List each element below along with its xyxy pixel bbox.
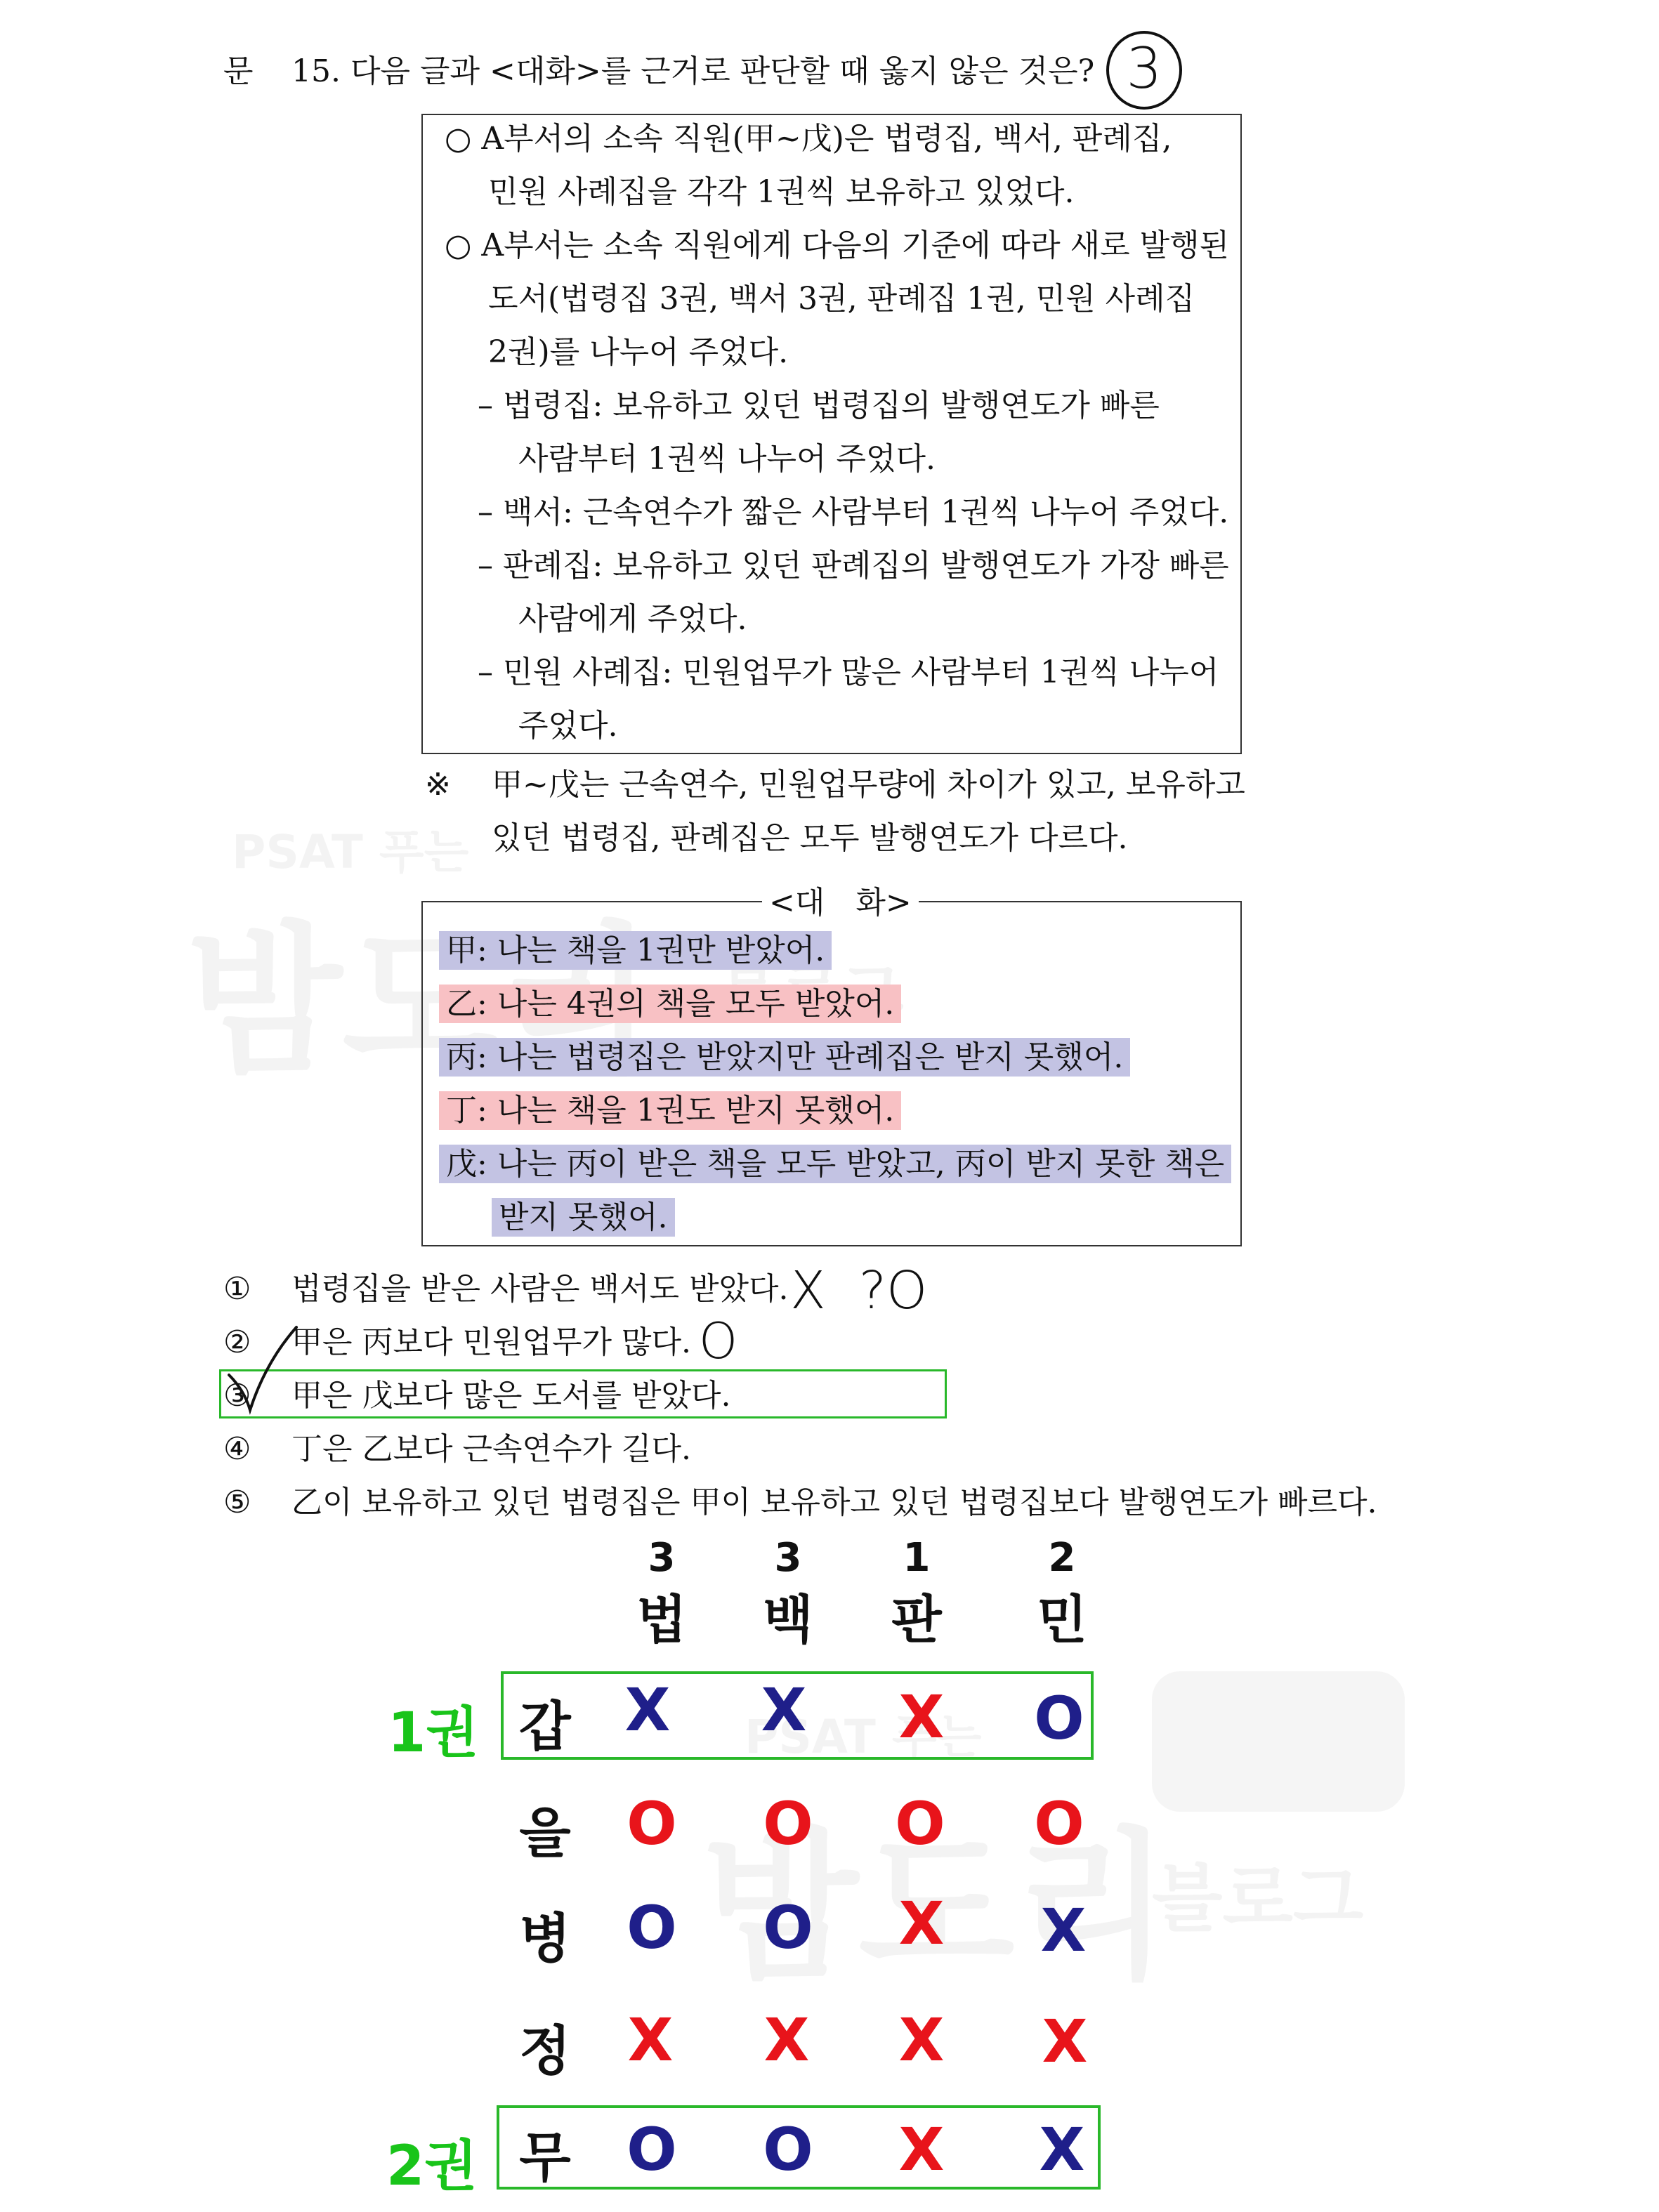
mark-mu-min: X [1039, 2115, 1085, 2184]
header-beop: 법 [636, 1590, 687, 1650]
row-label-mu: 무 [519, 2126, 571, 2189]
passage-bullet2-line3: 2권)를 나누어 주었다. [488, 334, 789, 370]
passage-bullet1-line1: ○ A부서의 소속 직원(甲~戊)은 법령집, 백서, 판례집, [445, 121, 1172, 157]
question-prefix: 문 [223, 53, 254, 89]
passage-bullet2-line2: 도서(법령집 3권, 백서 3권, 판례집 1권, 민원 사례집 [488, 281, 1195, 317]
mark-byeong-baek: O [763, 1893, 813, 1962]
dialogue-line-byeong [439, 1031, 1130, 1084]
mark-gap-beop: X [624, 1676, 671, 1744]
dialogue-eul: 乙: 나는 4권의 책을 모두 받았어. [439, 985, 901, 1023]
mark-eul-min: O [1034, 1789, 1084, 1858]
mark-eul-pan: O [895, 1789, 945, 1858]
dialogue-line-mu [439, 1138, 1231, 1191]
count-min: 2 [1048, 1535, 1076, 1581]
passage-dash3-line1: – 판례집: 보유하고 있던 판례집의 발행연도가 가장 빠른 [478, 548, 1229, 584]
passage-dash1-line1: – 법령집: 보유하고 있던 법령집의 발행연도가 빠른 [478, 388, 1160, 423]
watermark-speech-bubble [1152, 1671, 1405, 1812]
choice-2-num: ② [223, 1324, 251, 1360]
note-line2: 있던 법령집, 판례집은 모두 발행연도가 다르다. [492, 820, 1128, 856]
dialogue-title: <대 화> [762, 876, 919, 930]
header-pan: 판 [891, 1590, 942, 1650]
side-label-1: 1권 [388, 1701, 479, 1765]
mark-mu-baek: O [763, 2115, 813, 2184]
choice-1-annotation: X ?O [790, 1260, 928, 1321]
choice-3-num: ③ [223, 1378, 251, 1414]
mark-mu-pan: X [898, 2115, 945, 2184]
mark-jeong-baek: X [763, 2006, 810, 2074]
mark-byeong-min: X [1040, 1896, 1087, 1965]
mark-jeong-pan: X [898, 2006, 945, 2074]
passage-bullet2-line1: ○ A부서는 소속 직원에게 다음의 기준에 따라 새로 발행된 [445, 228, 1230, 263]
choice-3-text: 甲은 戊보다 많은 도서를 받았다. [291, 1378, 731, 1414]
dialogue-line-gap [439, 924, 832, 977]
header-baek: 백 [763, 1590, 813, 1650]
dialogue-line-mu-cont [492, 1191, 675, 1244]
row-label-eul: 을 [519, 1802, 571, 1864]
row-label-gap: 갑 [519, 1695, 571, 1758]
dialogue-jeong: 丁: 나는 책을 1권도 받지 못했어. [439, 1091, 901, 1130]
mark-eul-baek: O [763, 1789, 813, 1858]
choice-1-text: 법령집을 받은 사람은 백서도 받았다. [291, 1271, 789, 1307]
mark-mu-beop: O [627, 2115, 677, 2184]
note-line1: 甲~戊는 근속연수, 민원업무량에 차이가 있고, 보유하고 [492, 767, 1245, 803]
watermark-sub-2 [1152, 1840, 1363, 1945]
passage-dash4-line2: 주었다. [518, 708, 618, 744]
dialogue-gap: 甲: 나는 책을 1권만 받았어. [439, 931, 832, 970]
mark-gap-pan: X [898, 1683, 945, 1751]
dialogue-line-jeong [439, 1084, 901, 1138]
choice-5-text: 乙이 보유하고 있던 법령집은 甲이 보유하고 있던 법령집보다 발행연도가 빠르다. [291, 1484, 1377, 1520]
question-text: 15. 다음 글과 <대화>를 근거로 판단할 때 옳지 않은 것은? [291, 53, 1095, 89]
mark-eul-beop: O [627, 1789, 677, 1858]
side-label-2: 2권 [386, 2135, 478, 2198]
choice-5-num: ⑤ [223, 1484, 251, 1520]
choice-2-annotation: O [699, 1312, 738, 1370]
count-beop: 3 [648, 1535, 676, 1581]
dialogue-line-eul [439, 977, 901, 1031]
header-min: 민 [1037, 1590, 1087, 1650]
count-pan: 1 [903, 1535, 931, 1581]
choice-2-text: 甲은 丙보다 민원업무가 많다. [291, 1324, 691, 1360]
choice-1-num: ① [223, 1271, 251, 1307]
passage-bullet1-line2: 민원 사례집을 각각 1권씩 보유하고 있었다. [488, 174, 1075, 210]
row-label-jeong: 정 [519, 2020, 571, 2082]
row-label-byeong: 병 [519, 1907, 571, 1970]
passage-dash1-line2: 사람부터 1권씩 나누어 주었다. [518, 441, 936, 477]
dialogue-byeong: 丙: 나는 법령집은 받았지만 판례집은 받지 못했어. [439, 1038, 1130, 1077]
checkmark-icon [223, 1320, 301, 1418]
dialogue-mu: 戊: 나는 丙이 받은 책을 모두 받았고, 丙이 받지 못한 책은 [439, 1145, 1231, 1183]
count-baek: 3 [774, 1535, 802, 1581]
mark-byeong-beop: O [627, 1893, 677, 1962]
mark-gap-min: O [1034, 1684, 1084, 1753]
passage-dash4-line1: – 민원 사례집: 민원업무가 많은 사람부터 1권씩 나누어 [478, 654, 1219, 690]
mark-jeong-min: X [1042, 2007, 1088, 2076]
passage-dash2-line1: – 백서: 근속연수가 짧은 사람부터 1권씩 나누어 주었다. [478, 494, 1229, 530]
mark-jeong-beop: X [627, 2006, 674, 2074]
mark-byeong-pan: X [898, 1889, 945, 1958]
passage-dash3-line2: 사람에게 주었다. [518, 601, 747, 637]
choice-4-num: ④ [223, 1431, 251, 1467]
dialogue-mu-cont: 받지 못했어. [492, 1198, 675, 1237]
mark-gap-baek: X [761, 1676, 807, 1744]
handwritten-answer: 3 [1106, 31, 1182, 110]
note-symbol: ※ [425, 767, 451, 803]
choice-4-text: 丁은 乙보다 근속연수가 길다. [291, 1431, 691, 1467]
